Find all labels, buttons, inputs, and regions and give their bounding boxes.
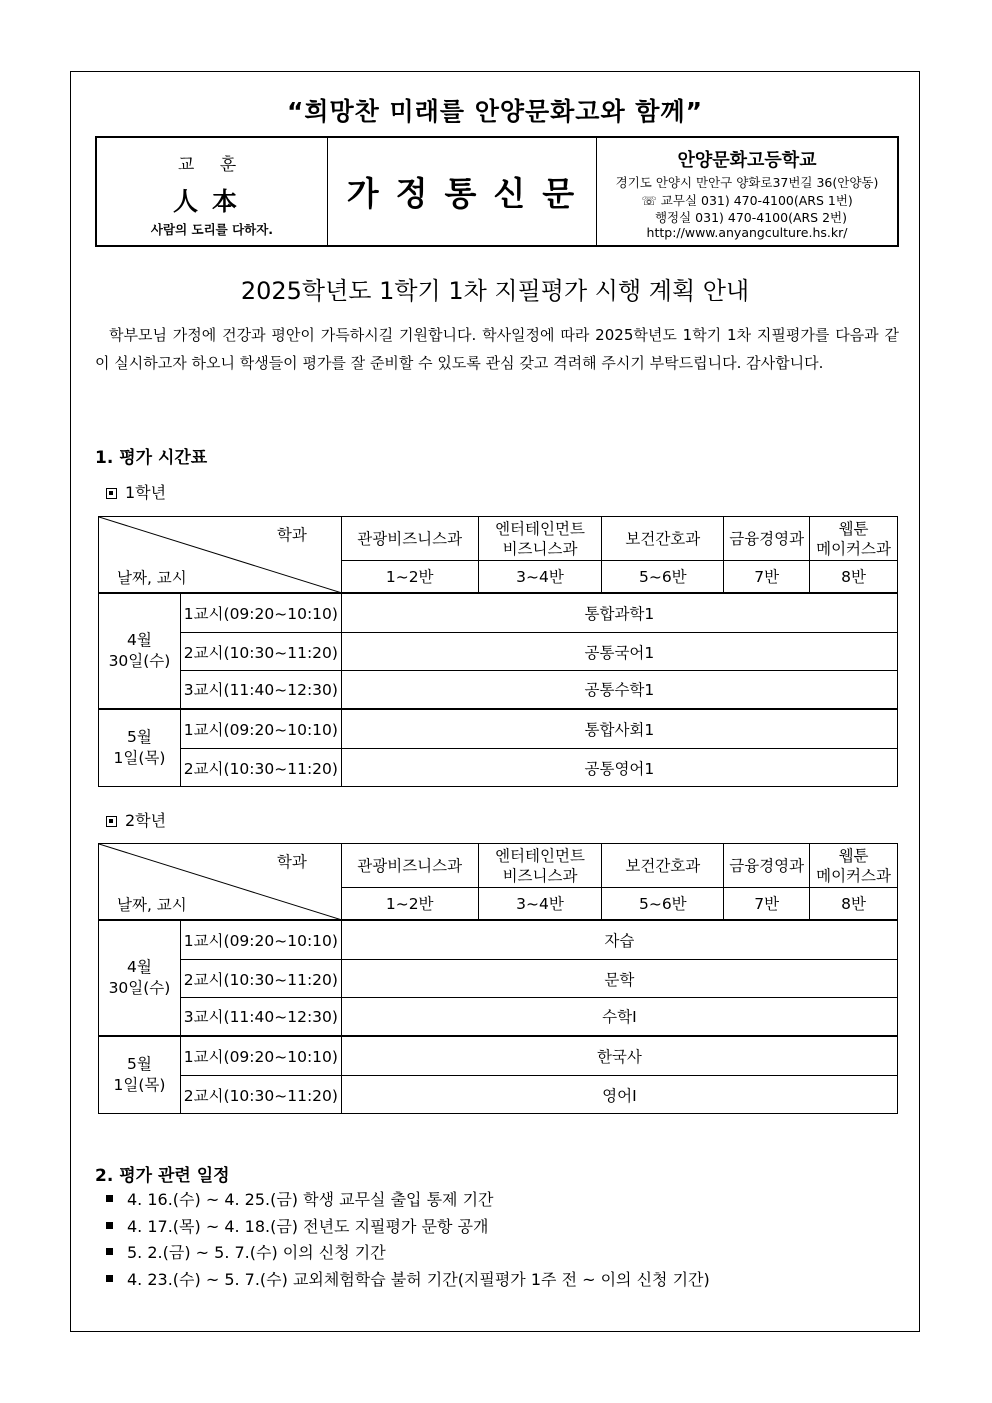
class-header: 7반 xyxy=(724,888,810,920)
schedule-item xyxy=(106,1240,710,1267)
letter-title-cell xyxy=(328,138,597,245)
intro-paragraph xyxy=(95,321,899,377)
schedule-item-text: 5. 2.(금) ~ 5. 7.(수) 이의 신청 기간 xyxy=(127,1243,386,1262)
period-row xyxy=(99,998,898,1036)
period-row xyxy=(99,593,898,633)
date-cell: 5월 1일(목) xyxy=(99,1036,181,1114)
period-row xyxy=(99,1036,898,1076)
school-slogan: “희망찬 미래를 안양문화고와 함께” xyxy=(286,97,704,126)
subject-cell: 공통수학1 xyxy=(341,671,897,709)
school-phone-office: ☏ 교무실 031) 470-4100(ARS 1번) xyxy=(641,193,853,208)
corner-dept-label: 학과 xyxy=(276,853,307,871)
schedule-item xyxy=(106,1267,710,1294)
grade2-label-text: 2학년 xyxy=(125,811,167,830)
subject-cell: 공통국어1 xyxy=(341,633,897,671)
motto-label: 교 훈 xyxy=(177,155,247,175)
date-cell: 4월 30일(수) xyxy=(99,920,181,1036)
school-address: 경기도 안양시 만안구 양화로37번길 36(안양동) xyxy=(615,175,879,190)
corner-cell xyxy=(99,844,342,920)
class-header: 8반 xyxy=(810,561,898,593)
square-bullet-icon xyxy=(106,1248,113,1255)
class-header: 7반 xyxy=(724,561,810,593)
date-cell: 5월 1일(목) xyxy=(99,709,181,787)
period-row xyxy=(99,671,898,709)
square-bullet-icon xyxy=(106,1275,113,1282)
subject-cell: 자습 xyxy=(341,920,897,960)
square-bullet-icon xyxy=(106,488,117,499)
department-header: 웹툰 메이커스과 xyxy=(810,517,898,561)
grade1-label-text: 1학년 xyxy=(125,483,167,502)
period-time: 1교시(09:20~10:10) xyxy=(180,709,341,749)
schedule-item xyxy=(106,1187,710,1214)
department-header: 엔터테인먼트 비즈니스과 xyxy=(478,517,602,561)
class-header: 8반 xyxy=(810,888,898,920)
period-time: 2교시(10:30~11:20) xyxy=(180,633,341,671)
section2-title: 2. 평가 관련 일정 xyxy=(95,1166,230,1186)
period-time: 3교시(11:40~12:30) xyxy=(180,671,341,709)
department-header: 금융경영과 xyxy=(724,844,810,888)
section1-title: 1. 평가 시간표 xyxy=(95,448,208,468)
grade1-label xyxy=(106,480,166,503)
letter-title: 가정통신문 xyxy=(346,174,592,213)
class-header: 5~6반 xyxy=(602,888,724,920)
subject-cell: 문학 xyxy=(341,960,897,998)
period-row xyxy=(99,960,898,998)
corner-date-label: 날짜, 교시 xyxy=(117,895,187,914)
header-row-departments xyxy=(99,517,898,561)
class-header: 5~6반 xyxy=(602,561,724,593)
department-header: 엔터테인먼트 비즈니스과 xyxy=(478,844,602,888)
period-time: 1교시(09:20~10:10) xyxy=(180,920,341,960)
department-header: 웹툰 메이커스과 xyxy=(810,844,898,888)
intro-text: 학부모님 가정에 건강과 평안이 가득하시길 기원합니다. 학사일정에 따라 2025학년도 1학기 1차 지필평가를 다음과 같이 실시하고자 하오니 학생들이 평가를 잘 준비할 수 있도록 관심 갖고 격려해 주시기 부탁드립니다. 감사합니다. xyxy=(95,326,899,372)
schedule-item-text: 4. 17.(목) ~ 4. 18.(금) 전년도 지필평가 문항 공개 xyxy=(127,1216,489,1236)
date-cell: 4월 30일(수) xyxy=(99,593,181,709)
department-header: 보건간호과 xyxy=(602,517,724,561)
department-header: 금융경영과 xyxy=(724,517,810,561)
period-time: 2교시(10:30~11:20) xyxy=(180,749,341,787)
class-header: 1~2반 xyxy=(341,561,478,593)
motto-cell xyxy=(97,138,328,245)
period-time: 3교시(11:40~12:30) xyxy=(180,998,341,1036)
schedule-item-text: 4. 16.(수) ~ 4. 25.(금) 학생 교무실 출입 통제 기간 xyxy=(127,1190,494,1209)
school-info-cell xyxy=(597,138,897,245)
document-title: 2025학년도 1학기 1차 지필평가 시행 계획 안내 xyxy=(240,277,750,305)
period-row xyxy=(99,920,898,960)
schedule-list xyxy=(106,1187,710,1293)
subject-cell: 수학Ⅰ xyxy=(341,998,897,1036)
period-time: 2교시(10:30~11:20) xyxy=(180,960,341,998)
period-time: 1교시(09:20~10:10) xyxy=(180,593,341,633)
subject-cell: 영어Ⅰ xyxy=(341,1076,897,1114)
period-row xyxy=(99,749,898,787)
period-row xyxy=(99,709,898,749)
schedule-item xyxy=(106,1214,710,1241)
department-header: 관광비즈니스과 xyxy=(341,844,478,888)
header-row-departments xyxy=(99,844,898,888)
grade2-schedule-table xyxy=(98,843,898,1114)
corner-date-label: 날짜, 교시 xyxy=(117,568,187,587)
school-name: 안양문화고등학교 xyxy=(677,150,817,171)
square-bullet-icon xyxy=(106,816,117,827)
square-bullet-icon xyxy=(106,1195,113,1202)
class-header: 1~2반 xyxy=(341,888,478,920)
department-header: 관광비즈니스과 xyxy=(341,517,478,561)
motto-sub: 사람의 도리를 다하자. xyxy=(150,222,274,237)
grade1-schedule-table xyxy=(98,516,898,787)
period-row xyxy=(99,633,898,671)
subject-cell: 통합사회1 xyxy=(341,709,897,749)
department-header: 보건간호과 xyxy=(602,844,724,888)
school-phone-admin: 행정실 031) 470-4100(ARS 2번) xyxy=(654,210,847,225)
class-header: 3~4반 xyxy=(478,888,602,920)
subject-cell: 공통영어1 xyxy=(341,749,897,787)
subject-cell: 한국사 xyxy=(341,1036,897,1076)
period-time: 2교시(10:30~11:20) xyxy=(180,1076,341,1114)
motto-main: 人本 xyxy=(172,187,251,216)
period-row xyxy=(99,1076,898,1114)
corner-dept-label: 학과 xyxy=(276,526,307,544)
class-header: 3~4반 xyxy=(478,561,602,593)
grade2-label xyxy=(106,808,166,831)
schedule-item-text: 4. 23.(수) ~ 5. 7.(수) 교외체험학습 불허 기간(지필평가 1주 전 ~ 이의 신청 기간) xyxy=(127,1269,710,1289)
square-bullet-icon xyxy=(106,1222,113,1229)
school-website[interactable]: http://www.anyangculture.hs.kr/ xyxy=(646,225,848,240)
period-time: 1교시(09:20~10:10) xyxy=(180,1036,341,1076)
subject-cell: 통합과학1 xyxy=(341,593,897,633)
corner-cell xyxy=(99,517,342,593)
letter-header xyxy=(95,136,899,247)
